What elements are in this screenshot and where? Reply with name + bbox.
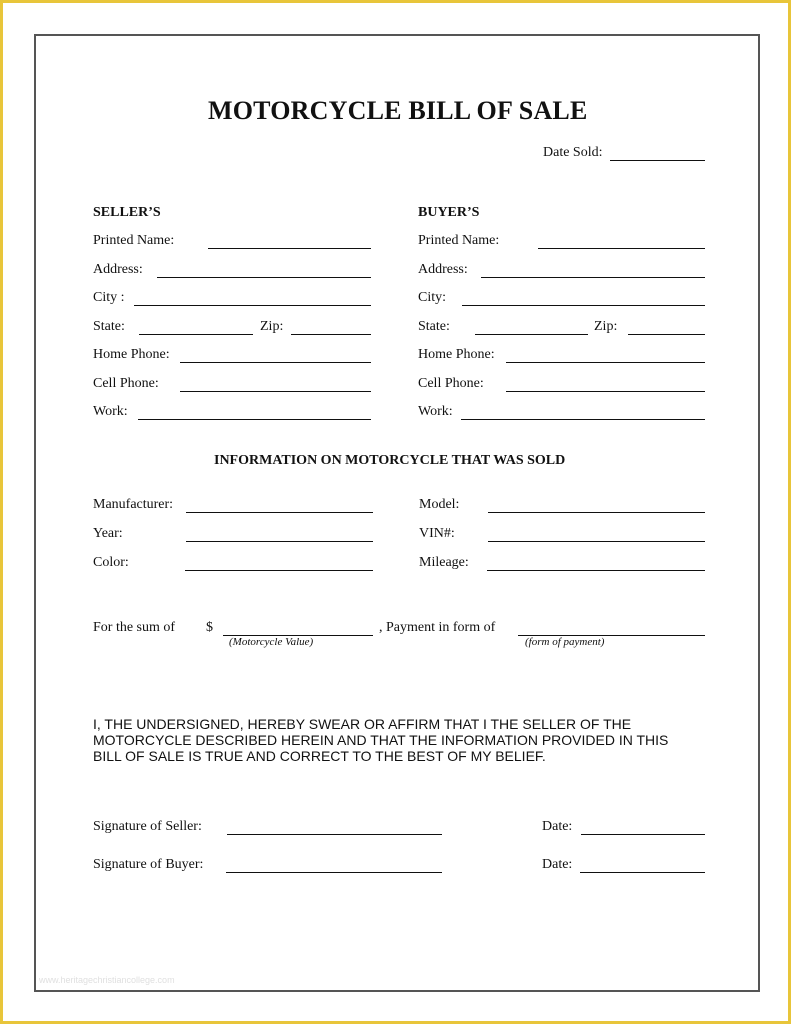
vin-field[interactable] — [488, 541, 705, 542]
seller-printed-name-label: Printed Name: — [93, 233, 175, 248]
seller-work-field[interactable] — [138, 419, 371, 420]
seller-heading: SELLER’S — [93, 205, 161, 220]
buyer-home-phone-field[interactable] — [506, 362, 705, 363]
seller-cell-phone-field[interactable] — [180, 391, 371, 392]
vin-label: VIN#: — [419, 526, 455, 541]
buyer-signature-date-field[interactable] — [580, 872, 705, 873]
buyer-signature-date-label: Date: — [542, 857, 573, 872]
affirmation-line-3: BILL OF SALE IS TRUE AND CORRECT TO THE BEST OF MY BELIEF. — [93, 748, 546, 764]
seller-state-field[interactable] — [139, 334, 253, 335]
year-label: Year: — [93, 526, 123, 541]
buyer-zip-field[interactable] — [628, 334, 705, 335]
manufacturer-label: Manufacturer: — [93, 497, 174, 512]
buyer-cell-phone-field[interactable] — [506, 391, 705, 392]
watermark-text: www.heritagechristiancollege.com — [39, 975, 175, 985]
date-sold-label: Date Sold: — [543, 145, 603, 160]
manufacturer-field[interactable] — [186, 512, 373, 513]
mileage-field[interactable] — [487, 570, 705, 571]
buyer-state-label: State: — [418, 319, 450, 334]
model-field[interactable] — [488, 512, 705, 513]
page-border — [34, 34, 760, 992]
seller-address-field[interactable] — [157, 277, 371, 278]
seller-cell-phone-label: Cell Phone: — [93, 376, 159, 391]
buyer-work-label: Work: — [418, 404, 453, 419]
seller-signature-label: Signature of Seller: — [93, 819, 202, 834]
seller-city-label: City : — [93, 290, 125, 305]
date-sold-field[interactable] — [610, 160, 705, 161]
payment-form-label: , Payment in form of — [379, 620, 496, 635]
seller-city-field[interactable] — [134, 305, 371, 306]
seller-signature-field[interactable] — [227, 834, 442, 835]
seller-signature-date-label: Date: — [542, 819, 573, 834]
sum-label: For the sum of — [93, 620, 176, 635]
seller-zip-label: Zip: — [260, 319, 284, 334]
buyer-printed-name-field[interactable] — [538, 248, 705, 249]
seller-home-phone-field[interactable] — [180, 362, 371, 363]
buyer-heading: BUYER’S — [418, 205, 480, 220]
motorcycle-value-caption: (Motorcycle Value) — [229, 636, 314, 648]
mileage-label: Mileage: — [419, 555, 469, 570]
buyer-work-field[interactable] — [461, 419, 705, 420]
seller-zip-field[interactable] — [291, 334, 371, 335]
seller-work-label: Work: — [93, 404, 128, 419]
buyer-home-phone-label: Home Phone: — [418, 347, 495, 362]
info-heading: INFORMATION ON MOTORCYCLE THAT WAS SOLD — [214, 453, 566, 468]
buyer-printed-name-label: Printed Name: — [418, 233, 500, 248]
buyer-city-field[interactable] — [462, 305, 705, 306]
document-title: MOTORCYCLE BILL OF SALE — [208, 96, 588, 125]
payment-form-caption: (form of payment) — [525, 636, 605, 648]
seller-signature-date-field[interactable] — [581, 834, 705, 835]
buyer-signature-label: Signature of Buyer: — [93, 857, 204, 872]
currency-symbol: $ — [206, 620, 213, 635]
seller-address-label: Address: — [93, 262, 143, 277]
seller-state-label: State: — [93, 319, 125, 334]
seller-printed-name-field[interactable] — [208, 248, 371, 249]
document-page — [3, 3, 788, 1021]
buyer-city-label: City: — [418, 290, 447, 305]
color-label: Color: — [93, 555, 129, 570]
buyer-state-field[interactable] — [475, 334, 588, 335]
model-label: Model: — [419, 497, 460, 512]
buyer-address-label: Address: — [418, 262, 468, 277]
affirmation-line-1: I, THE UNDERSIGNED, HEREBY SWEAR OR AFFIRM THAT I THE SELLER OF THE — [93, 716, 632, 732]
buyer-cell-phone-label: Cell Phone: — [418, 376, 484, 391]
buyer-zip-label: Zip: — [594, 319, 618, 334]
affirmation-line-2: MOTORCYCLE DESCRIBED HEREIN AND THAT THE INFORMATION PROVIDED IN THIS — [93, 732, 669, 748]
buyer-signature-field[interactable] — [226, 872, 442, 873]
year-field[interactable] — [186, 541, 373, 542]
color-field[interactable] — [185, 570, 373, 571]
buyer-address-field[interactable] — [481, 277, 705, 278]
seller-home-phone-label: Home Phone: — [93, 347, 170, 362]
